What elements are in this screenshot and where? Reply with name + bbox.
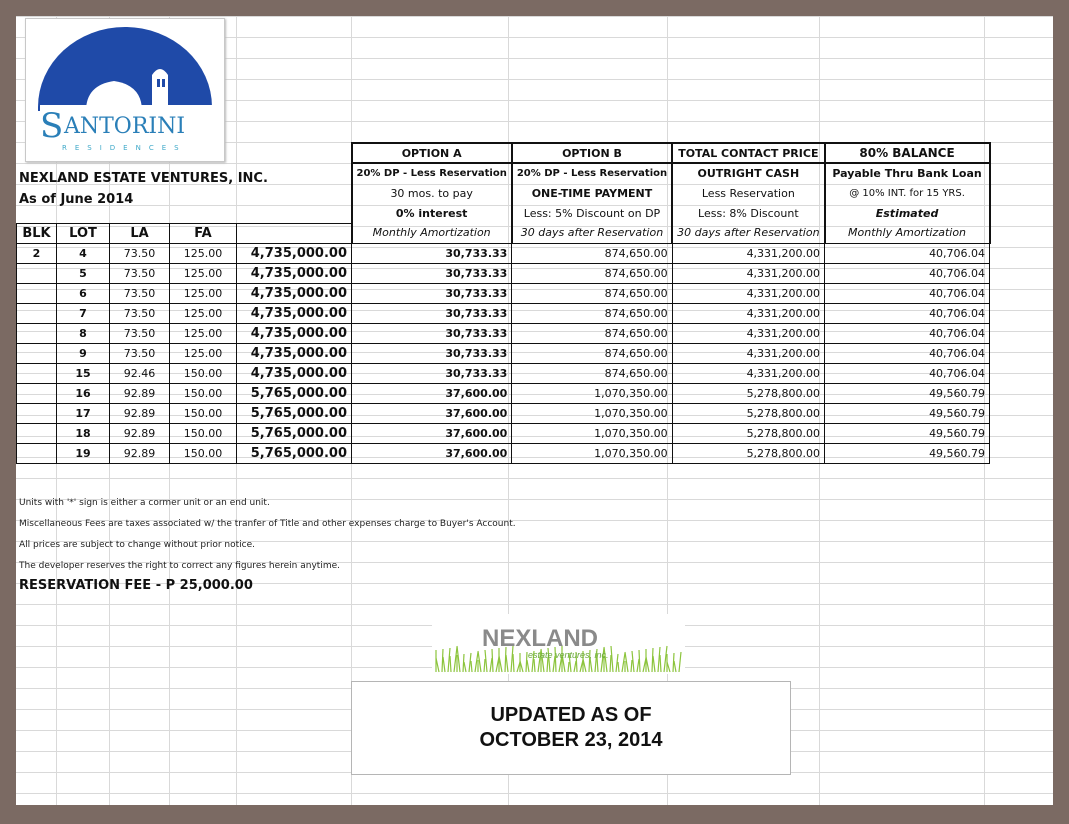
row-balance: 40,706.04 <box>825 283 990 303</box>
santorini-logo <box>25 18 225 162</box>
row-total-price: 4,735,000.00 <box>237 363 352 383</box>
row-blk <box>17 423 57 443</box>
row-la: 92.89 <box>110 423 170 443</box>
balance-line1: Payable Thru Bank Loan <box>825 163 990 183</box>
row-fa: 150.00 <box>170 403 237 423</box>
note-correction: The developer reserves the right to correct any figures herein anytime. <box>19 561 340 571</box>
table-row <box>17 403 990 423</box>
row-lot: 17 <box>57 403 110 423</box>
row-blk <box>17 303 57 323</box>
row-la: 73.50 <box>110 323 170 343</box>
row-total-price: 5,765,000.00 <box>237 443 352 463</box>
row-fa: 125.00 <box>170 323 237 343</box>
santorini-dome-icon <box>26 19 224 161</box>
row-fa: 150.00 <box>170 363 237 383</box>
row-total-price: 4,735,000.00 <box>237 303 352 323</box>
balance-line3: Estimated <box>825 203 990 223</box>
row-total-price: 4,735,000.00 <box>237 263 352 283</box>
row-la: 92.89 <box>110 403 170 423</box>
row-blk <box>17 323 57 343</box>
row-option-b: 874,650.00 <box>512 263 672 283</box>
row-option-b: 874,650.00 <box>512 363 672 383</box>
row-lot: 7 <box>57 303 110 323</box>
table-row <box>17 443 990 463</box>
row-outright-cash: 4,331,200.00 <box>672 343 824 363</box>
table-row <box>17 323 990 343</box>
row-option-b: 874,650.00 <box>512 323 672 343</box>
row-option-a: 30,733.33 <box>352 303 512 323</box>
row-lot: 16 <box>57 383 110 403</box>
price-table <box>16 142 991 464</box>
option-a-line4: Monthly Amortization <box>352 223 512 243</box>
row-option-b: 1,070,350.00 <box>512 443 672 463</box>
option-a-title: OPTION A <box>352 143 512 163</box>
outright-cash-title: TOTAL CONTACT PRICE <box>672 143 824 163</box>
row-outright-cash: 5,278,800.00 <box>672 443 824 463</box>
balance-line2: @ 10% INT. for 15 YRS. <box>825 183 990 203</box>
row-balance: 40,706.04 <box>825 363 990 383</box>
row-option-a: 37,600.00 <box>352 403 512 423</box>
row-total-price: 4,735,000.00 <box>237 243 352 263</box>
option-a-line3: 0% interest <box>352 203 512 223</box>
row-outright-cash: 4,331,200.00 <box>672 263 824 283</box>
outright-cash-line3: Less: 8% Discount <box>672 203 824 223</box>
row-blk <box>17 343 57 363</box>
option-b-line2: ONE-TIME PAYMENT <box>512 183 672 203</box>
row-fa: 150.00 <box>170 443 237 463</box>
row-balance: 49,560.79 <box>825 423 990 443</box>
as-of-date: As of June 2014 <box>19 192 134 207</box>
row-blk <box>17 363 57 383</box>
row-outright-cash: 4,331,200.00 <box>672 303 824 323</box>
nexland-grass-icon <box>432 614 685 674</box>
company-name: NEXLAND ESTATE VENTURES, INC. <box>19 171 268 186</box>
row-option-a: 30,733.33 <box>352 243 512 263</box>
row-la: 73.50 <box>110 343 170 363</box>
row-balance: 40,706.04 <box>825 343 990 363</box>
row-total-price: 4,735,000.00 <box>237 283 352 303</box>
row-blk <box>17 263 57 283</box>
row-option-a: 30,733.33 <box>352 363 512 383</box>
table-row <box>17 263 990 283</box>
row-fa: 150.00 <box>170 383 237 403</box>
nexland-wordmark: NEXLAND <box>482 625 599 652</box>
row-lot: 6 <box>57 283 110 303</box>
row-la: 73.50 <box>110 303 170 323</box>
row-total-price: 4,735,000.00 <box>237 343 352 363</box>
row-total-price: 4,735,000.00 <box>237 323 352 343</box>
row-option-b: 1,070,350.00 <box>512 423 672 443</box>
row-option-a: 30,733.33 <box>352 283 512 303</box>
logo-tagline: RESIDENCES <box>62 144 187 152</box>
row-option-b: 1,070,350.00 <box>512 403 672 423</box>
row-la: 73.50 <box>110 243 170 263</box>
row-outright-cash: 4,331,200.00 <box>672 323 824 343</box>
row-blk <box>17 403 57 423</box>
row-lot: 18 <box>57 423 110 443</box>
row-outright-cash: 4,331,200.00 <box>672 283 824 303</box>
row-balance: 49,560.79 <box>825 403 990 423</box>
row-la: 92.46 <box>110 363 170 383</box>
row-la: 92.89 <box>110 443 170 463</box>
col-header-price <box>237 223 352 243</box>
row-option-a: 30,733.33 <box>352 323 512 343</box>
row-option-b: 874,650.00 <box>512 243 672 263</box>
row-option-a: 37,600.00 <box>352 383 512 403</box>
row-option-a: 30,733.33 <box>352 263 512 283</box>
option-a-line2: 30 mos. to pay <box>352 183 512 203</box>
row-balance: 49,560.79 <box>825 383 990 403</box>
row-option-a: 37,600.00 <box>352 423 512 443</box>
row-option-b: 874,650.00 <box>512 303 672 323</box>
row-balance: 40,706.04 <box>825 243 990 263</box>
row-la: 92.89 <box>110 383 170 403</box>
option-b-line4: 30 days after Reservation <box>512 223 672 243</box>
row-fa: 125.00 <box>170 303 237 323</box>
row-lot: 9 <box>57 343 110 363</box>
table-row <box>17 383 990 403</box>
row-fa: 125.00 <box>170 263 237 283</box>
table-row <box>17 283 990 303</box>
col-header-blk: BLK <box>17 223 57 243</box>
option-b-title: OPTION B <box>512 143 672 163</box>
updated-notice <box>351 681 791 775</box>
table-row <box>17 423 990 443</box>
spreadsheet-sheet <box>16 16 1053 805</box>
row-blk <box>17 443 57 463</box>
col-header-lot: LOT <box>57 223 110 243</box>
row-outright-cash: 4,331,200.00 <box>672 243 824 263</box>
row-blk: 2 <box>17 243 57 263</box>
outright-cash-line4: 30 days after Reservation <box>672 223 824 243</box>
updated-line1: UPDATED AS OF <box>490 704 652 726</box>
row-fa: 125.00 <box>170 283 237 303</box>
row-fa: 125.00 <box>170 343 237 363</box>
row-option-b: 874,650.00 <box>512 343 672 363</box>
row-fa: 150.00 <box>170 423 237 443</box>
row-blk <box>17 383 57 403</box>
reservation-fee: RESERVATION FEE - P 25,000.00 <box>19 578 253 593</box>
row-option-b: 1,070,350.00 <box>512 383 672 403</box>
row-option-a: 37,600.00 <box>352 443 512 463</box>
row-total-price: 5,765,000.00 <box>237 383 352 403</box>
row-fa: 125.00 <box>170 243 237 263</box>
note-price-change: All prices are subject to change without prior notice. <box>19 540 256 550</box>
row-lot: 4 <box>57 243 110 263</box>
row-balance: 40,706.04 <box>825 303 990 323</box>
option-b-line1: 20% DP - Less Reservation <box>512 163 672 183</box>
row-outright-cash: 4,331,200.00 <box>672 363 824 383</box>
row-outright-cash: 5,278,800.00 <box>672 403 824 423</box>
row-lot: 8 <box>57 323 110 343</box>
option-b-line3: Less: 5% Discount on DP <box>512 203 672 223</box>
row-outright-cash: 5,278,800.00 <box>672 423 824 443</box>
updated-line2: OCTOBER 23, 2014 <box>479 729 663 751</box>
row-option-b: 874,650.00 <box>512 283 672 303</box>
table-row <box>17 303 990 323</box>
row-lot: 15 <box>57 363 110 383</box>
row-lot: 19 <box>57 443 110 463</box>
row-la: 73.50 <box>110 283 170 303</box>
balance-line4: Monthly Amortization <box>825 223 990 243</box>
row-outright-cash: 5,278,800.00 <box>672 383 824 403</box>
logo-wordmark: ANTORINI <box>64 114 186 139</box>
balance-title: 80% BALANCE <box>825 143 990 163</box>
row-balance: 40,706.04 <box>825 263 990 283</box>
row-option-a: 30,733.33 <box>352 343 512 363</box>
table-row <box>17 343 990 363</box>
row-total-price: 5,765,000.00 <box>237 423 352 443</box>
row-lot: 5 <box>57 263 110 283</box>
option-a-line1: 20% DP - Less Reservation <box>352 163 512 183</box>
row-balance: 40,706.04 <box>825 323 990 343</box>
note-misc-fees: Miscellaneous Fees are taxes associated w/ the tranfer of Title and other expenses charge to Buyer's Account. <box>19 519 516 529</box>
outright-cash-line2: Less Reservation <box>672 183 824 203</box>
note-corner-unit: Units with '*' sign is either a cormer unit or an end unit. <box>19 498 270 508</box>
row-blk <box>17 283 57 303</box>
row-balance: 49,560.79 <box>825 443 990 463</box>
logo-letter-s: S <box>40 106 64 146</box>
row-la: 73.50 <box>110 263 170 283</box>
table-row <box>17 363 990 383</box>
col-header-la: LA <box>110 223 170 243</box>
col-header-fa: FA <box>170 223 237 243</box>
row-total-price: 5,765,000.00 <box>237 403 352 423</box>
outright-cash-line1: OUTRIGHT CASH <box>672 163 824 183</box>
nexland-tagline: estate ventures, inc. <box>528 650 609 660</box>
table-row <box>17 243 990 263</box>
nexland-logo <box>432 614 685 674</box>
